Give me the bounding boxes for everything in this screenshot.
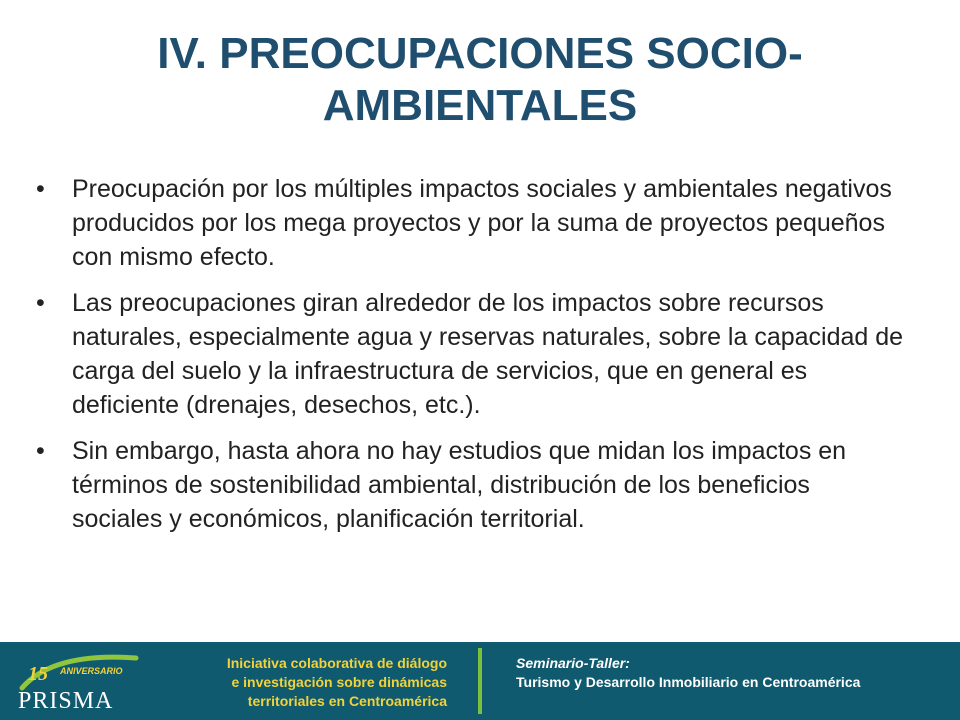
footer-initiative-text	[165, 654, 447, 711]
bullet-item	[36, 286, 906, 422]
footer-seminar-label: Seminario-Taller:	[516, 655, 630, 671]
footer-initiative-line: territoriales en Centroamérica	[247, 693, 447, 709]
logo-brand: PRISMA	[18, 688, 114, 714]
bullet-item	[36, 434, 906, 536]
bullet-marker: •	[36, 289, 45, 317]
footer-bar	[0, 642, 960, 720]
logo-anniversary-word: ANIVERSARIO	[60, 666, 123, 676]
bullet-list	[36, 172, 906, 548]
footer-seminar-title: Turismo y Desarrollo Inmobiliario en Centroamérica	[516, 674, 861, 690]
footer-divider	[478, 648, 482, 714]
slide-title	[0, 28, 960, 132]
footer-initiative-line: Iniciativa colaborativa de diálogo	[226, 655, 447, 671]
prisma-logo	[8, 648, 158, 714]
bullet-text: Las preocupaciones giran alrededor de los impactos sobre recursos naturales, especialmente agua y reservas naturales, sobre la capacidad de carga del suelo y la infraestructura de servicios, que en general es deficiente (drenajes, desechos, etc.).	[72, 289, 904, 419]
bullet-text: Sin embargo, hasta ahora no hay estudios que midan los impactos en términos de sostenibilidad ambiental, distribución de los beneficios sociales y económicos, planificación territorial.	[72, 437, 847, 533]
bullet-marker: •	[36, 175, 45, 203]
slide-title-line-2: AMBIENTALES	[322, 81, 638, 130]
logo-number: 15	[28, 663, 48, 685]
bullet-item	[36, 172, 906, 274]
bullet-marker: •	[36, 437, 45, 465]
footer-seminar-text	[516, 654, 946, 692]
footer-initiative-line: e investigación sobre dinámicas	[231, 674, 447, 690]
bullet-text: Preocupación por los múltiples impactos sociales y ambientales negativos producidos por los mega proyectos y por la suma de proyectos pequeños con mismo efecto.	[72, 175, 892, 271]
slide-title-line-1: IV. PREOCUPACIONES SOCIO-	[157, 29, 803, 78]
